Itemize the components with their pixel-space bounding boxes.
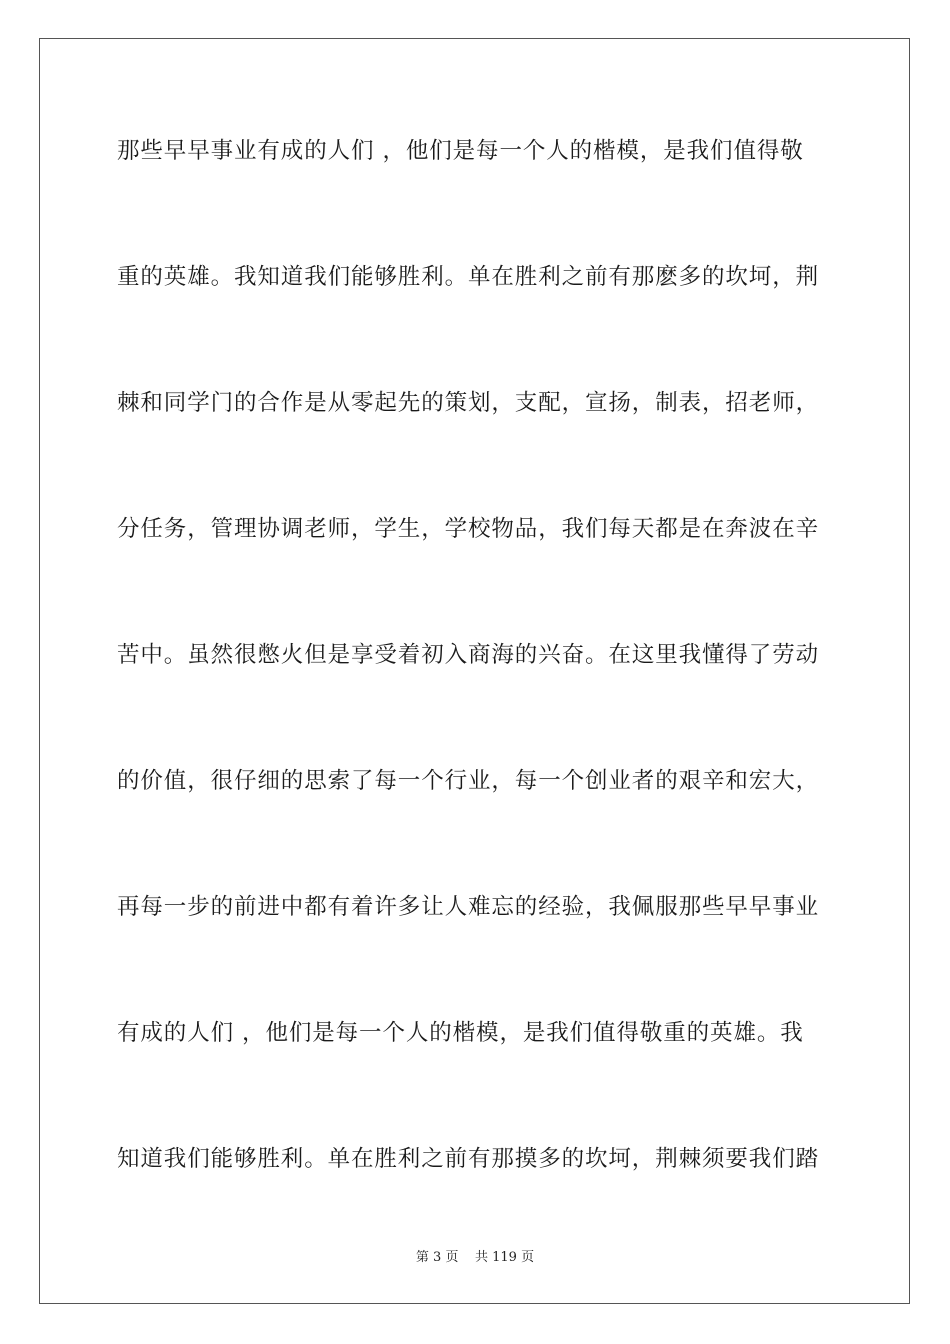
body-line-3: 棘和同学门的合作是从零起先的策划，支配，宣扬，制表，招老师， [117,390,820,416]
body-line-8: 有成的人们 ，他们是每一个人的楷模，是我们值得敬重的英雄。我 [117,1020,804,1046]
document-body [117,128,832,1262]
body-line-9: 知道我们能够胜利。单在胜利之前有那摸多的坎坷，荆棘须要我们踏 [117,1146,820,1172]
body-line-4: 分任务，管理协调老师，学生，学校物品，我们每天都是在奔波在辛 [117,516,820,542]
page-number-footer: 第 3 页 共 119 页 [415,1250,535,1265]
body-line-6: 的价值，很仔细的思索了每一个行业，每一个创业者的艰辛和宏大， [117,768,820,794]
body-line-1: 那些早早事业有成的人们 ，他们是每一个人的楷模，是我们值得敬 [117,138,804,164]
body-line-2: 重的英雄。我知道我们能够胜利。单在胜利之前有那麽多的坎坷，荆 [117,264,820,290]
body-line-5: 苦中。虽然很憋火但是享受着初入商海的兴奋。在这里我懂得了劳动 [117,642,820,668]
body-line-7: 再每一步的前进中都有着许多让人难忘的经验，我佩服那些早早事业 [117,894,820,920]
